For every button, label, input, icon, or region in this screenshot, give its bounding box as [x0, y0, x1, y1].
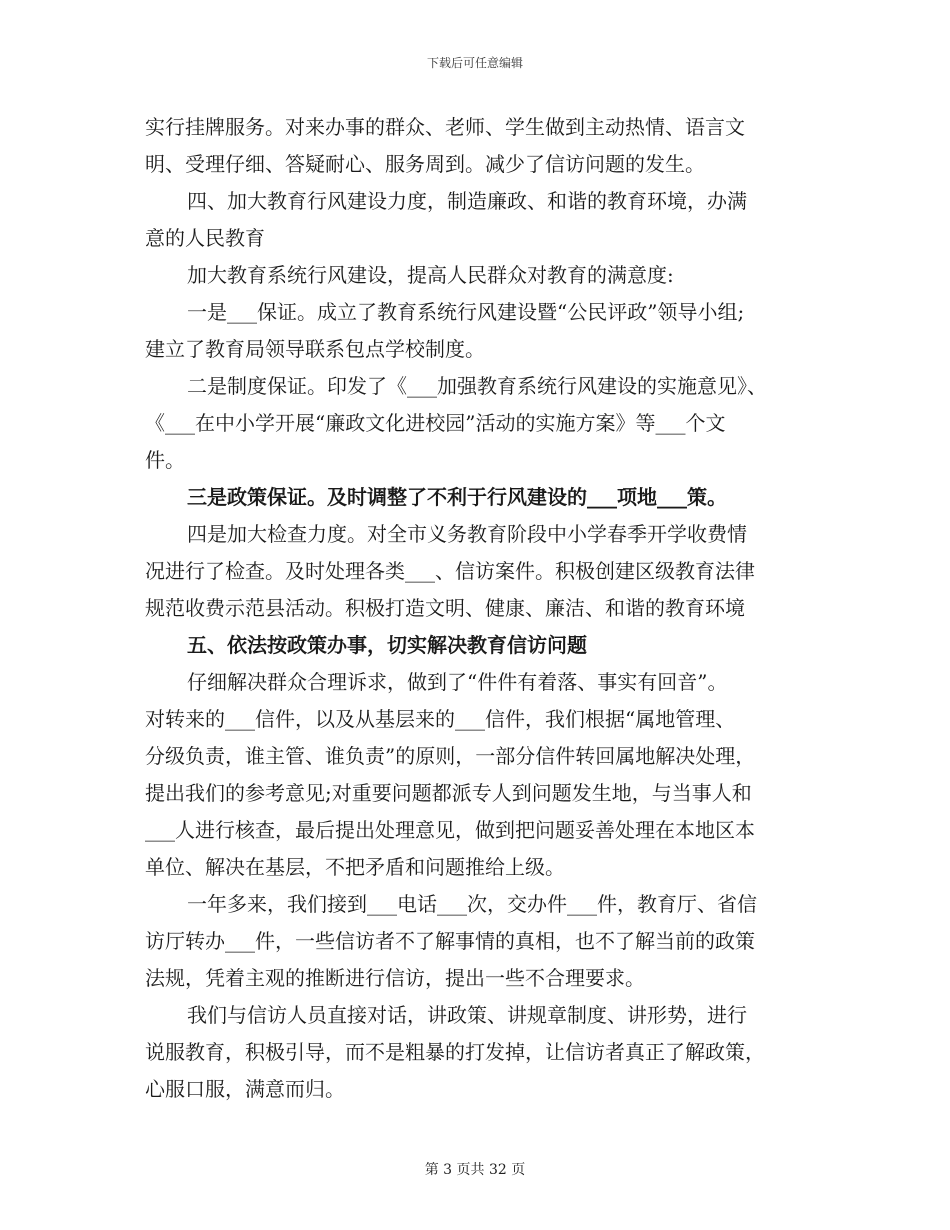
page-footer: 第 3 页共 32 页 [424, 1162, 526, 1178]
text-line: 仔细解决群众合理诉求，做到了“件件有着落、事实有回音”。 [187, 670, 728, 694]
text-line: 一是___保证。成立了教育系统行风建设暨“公民评政”领导小组; [187, 300, 745, 324]
section-heading: 五、依法按政策办事，切实解决教育信访问题 [187, 633, 587, 657]
text-line: 说服教育，积极引导，而不是粗暴的打发掉，让信访者真正了解政策， [145, 1040, 765, 1064]
text-line: 分级负责，谁主管、谁负责”的原则，一部分信件转回属地解决处理， [145, 744, 756, 768]
text-line: 四、加大教育行风建设力度，制造廉政、和谐的教育环境，办满 [187, 189, 747, 213]
text-line: 四是加大检查力度。对全市义务教育阶段中小学春季开学收费情 [187, 522, 747, 546]
text-line: 规范收费示范县活动。积极打造文明、健康、廉洁、和谐的教育环境 [145, 596, 745, 620]
text-line: 实行挂牌服务。对来办事的群众、老师、学生做到主动热情、语言文 [145, 115, 745, 139]
text-line: 法规，凭着主观的推断进行信访，提出一些不合理要求。 [145, 966, 645, 990]
text-line: 建立了教育局领导联系包点学校制度。 [145, 337, 485, 361]
text-line: 对转来的___信件，以及从基层来的___信件，我们根据“属地管理、 [145, 707, 736, 731]
text-line: 提出我们的参考意见;对重要问题都派专人到问题发生地，与当事人和 [145, 781, 752, 805]
text-line: ___人进行核查，最后提出处理意见，做到把问题妥善处理在本地区本 [145, 818, 755, 842]
text-line: 加大教育系统行风建设，提高人民群众对教育的满意度: [187, 263, 674, 287]
text-line: 我们与信访人员直接对话，讲政策、讲规章制度、讲形势，进行 [187, 1003, 747, 1027]
text-line: 件。 [145, 448, 185, 472]
bold-text-line: 三是政策保证。及时调整了不利于行风建设的___项地___策。 [187, 485, 727, 509]
text-line: 意的人民教育 [145, 226, 265, 250]
text-line: 一年多来，我们接到___电话___次，交办件___件，教育厅、省信 [187, 892, 757, 916]
text-line: 《___在中小学开展“廉政文化进校园”活动的实施方案》等___个文 [145, 411, 726, 435]
text-line: 二是制度保证。印发了《___加强教育系统行风建设的实施意见》、 [187, 374, 767, 398]
text-line: 单位、解决在基层，不把矛盾和问题推给上级。 [145, 855, 565, 879]
text-line: 心服口服，满意而归。 [145, 1077, 345, 1101]
text-line: 况进行了检查。及时处理各类___、信访案件。积极创建区级教育法律 [145, 559, 755, 583]
text-line: 明、受理仔细、答疑耐心、服务周到。减少了信访问题的发生。 [145, 152, 705, 176]
text-line: 访厅转办___件，一些信访者不了解事情的真相，也不了解当前的政策 [145, 929, 755, 953]
page-header: 下载后可任意编辑 [426, 56, 523, 70]
